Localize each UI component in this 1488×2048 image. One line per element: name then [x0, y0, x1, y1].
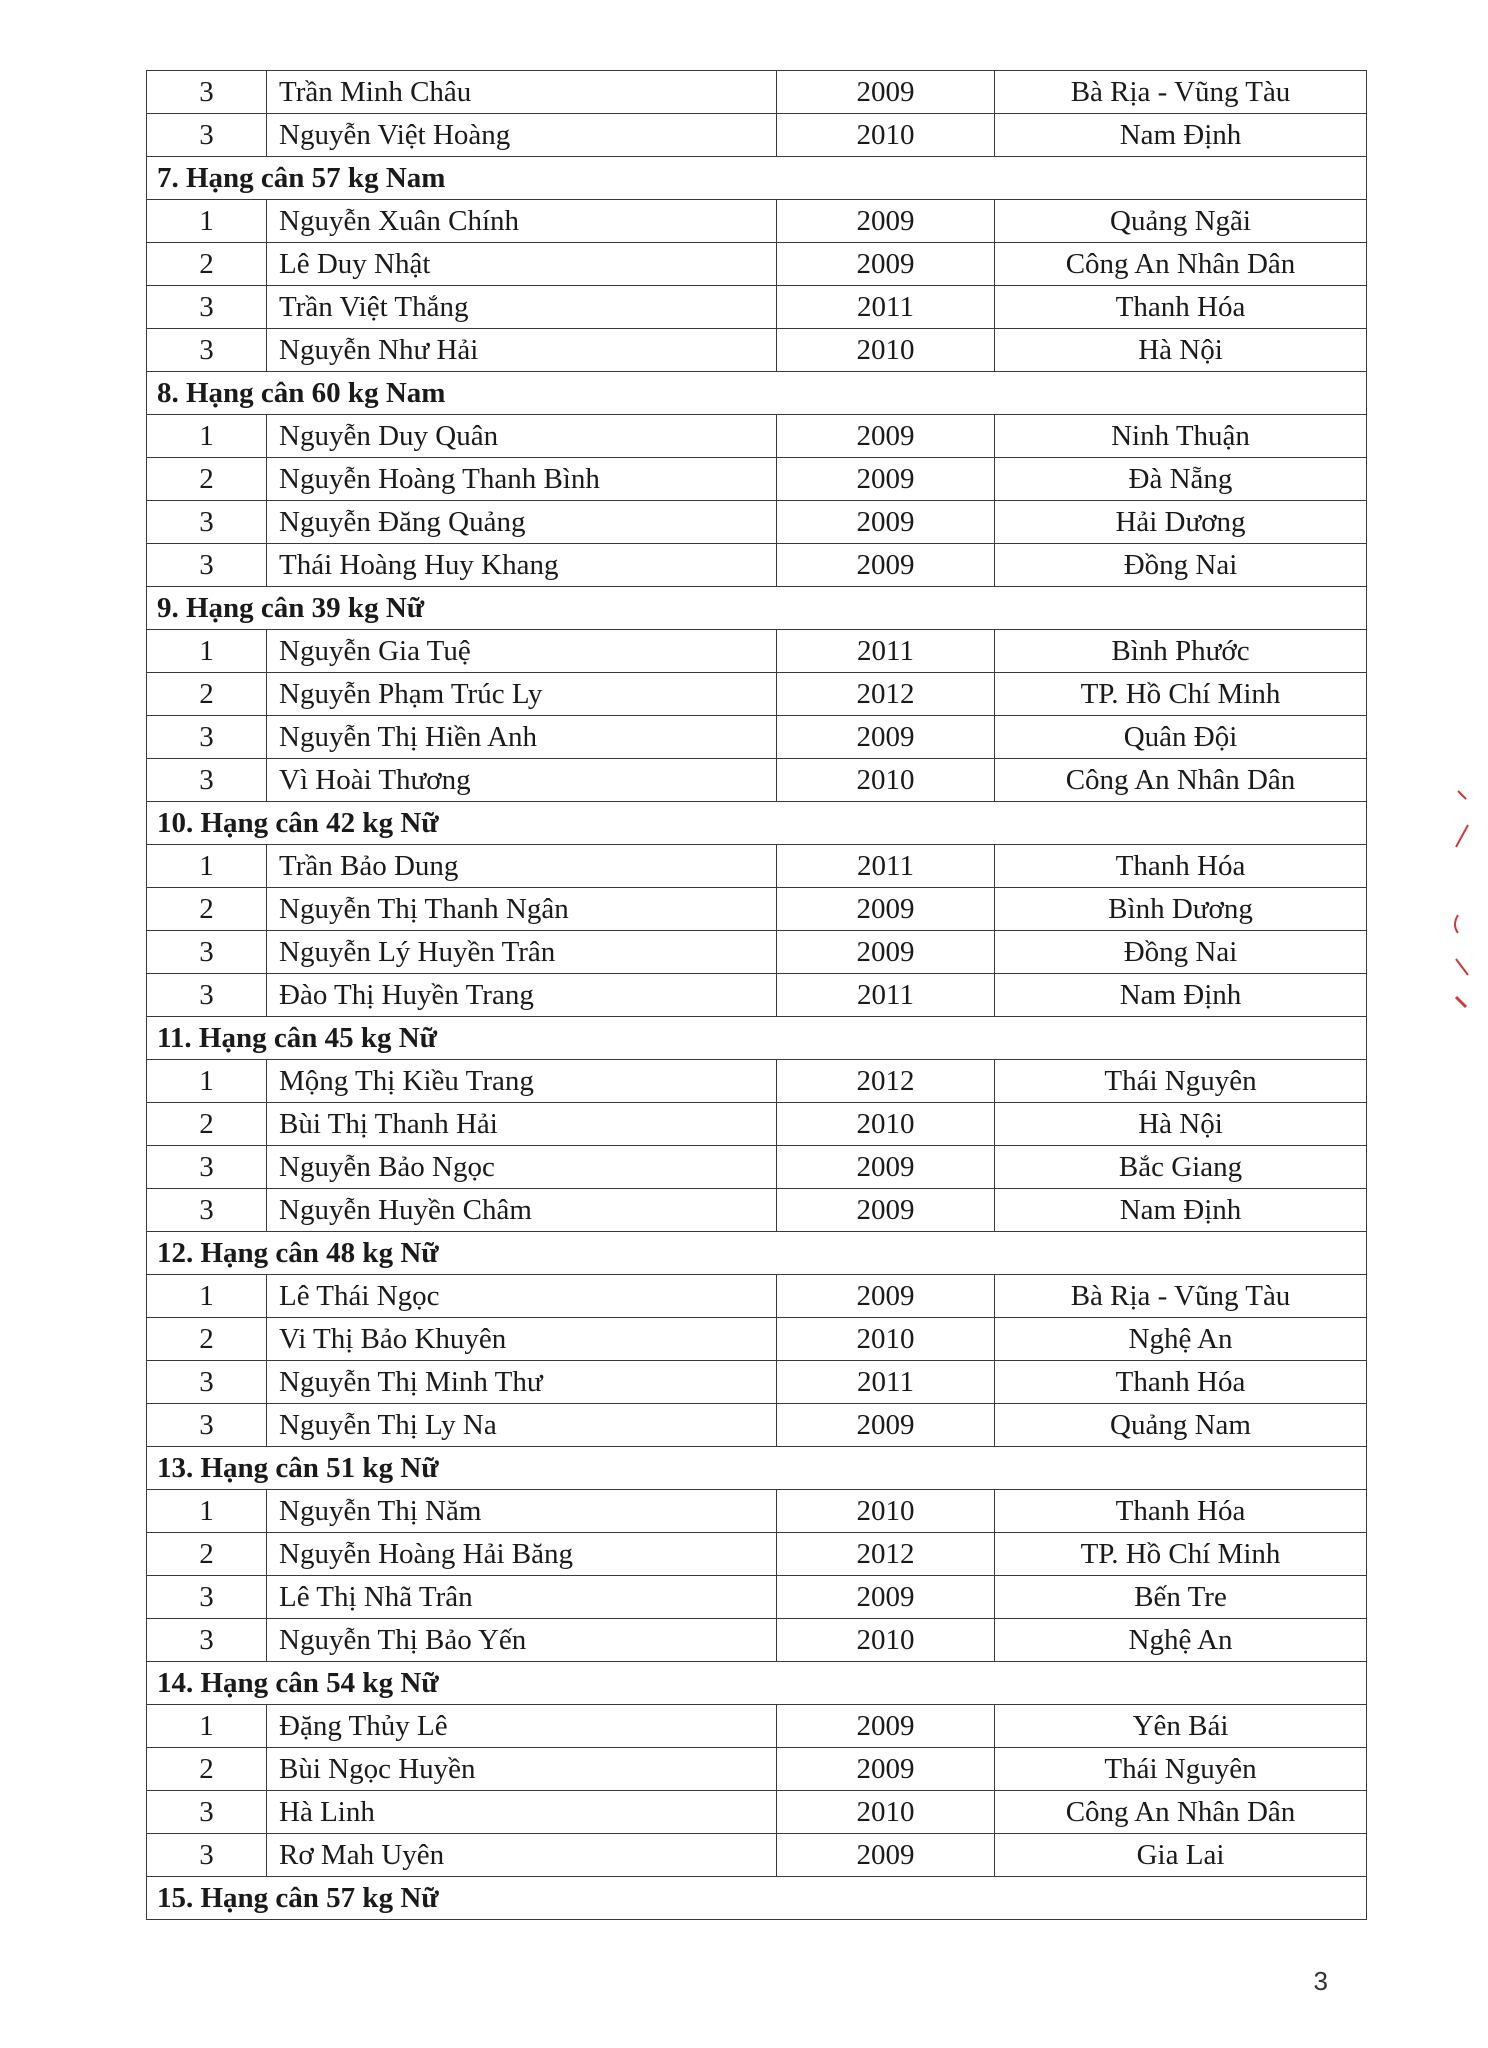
- category-row: [147, 802, 1367, 845]
- rank-cell: 3: [147, 759, 267, 802]
- table-row: [147, 1533, 1367, 1576]
- table-row: [147, 1103, 1367, 1146]
- table-row: [147, 888, 1367, 931]
- table-row: [147, 200, 1367, 243]
- unit-cell: Nam Định: [995, 974, 1367, 1017]
- unit-cell: Nam Định: [995, 1189, 1367, 1232]
- unit-cell: Bắc Giang: [995, 1146, 1367, 1189]
- birth-year-cell: 2009: [777, 1404, 995, 1447]
- category-row: [147, 157, 1367, 200]
- rank-cell: 3: [147, 1361, 267, 1404]
- birth-year-cell: 2009: [777, 1834, 995, 1877]
- name-cell: Nguyễn Lý Huyền Trân: [267, 931, 777, 974]
- name-cell: Bùi Ngọc Huyền: [267, 1748, 777, 1791]
- unit-cell: Quân Đội: [995, 716, 1367, 759]
- name-cell: Nguyễn Thị Hiền Anh: [267, 716, 777, 759]
- unit-cell: Nghệ An: [995, 1318, 1367, 1361]
- birth-year-cell: 2009: [777, 1748, 995, 1791]
- category-row: [147, 1662, 1367, 1705]
- birth-year-cell: 2010: [777, 114, 995, 157]
- unit-cell: Quảng Nam: [995, 1404, 1367, 1447]
- table-row: [147, 1576, 1367, 1619]
- unit-cell: Bà Rịa - Vũng Tàu: [995, 1275, 1367, 1318]
- birth-year-cell: 2010: [777, 329, 995, 372]
- unit-cell: Hải Dương: [995, 501, 1367, 544]
- rank-cell: 3: [147, 931, 267, 974]
- table-row: [147, 630, 1367, 673]
- category-title: 9. Hạng cân 39 kg Nữ: [147, 587, 1367, 630]
- table-row: [147, 501, 1367, 544]
- unit-cell: Bà Rịa - Vũng Tàu: [995, 71, 1367, 114]
- birth-year-cell: 2009: [777, 1576, 995, 1619]
- rank-cell: 2: [147, 673, 267, 716]
- rank-cell: 3: [147, 1791, 267, 1834]
- table-row: [147, 1834, 1367, 1877]
- unit-cell: Thanh Hóa: [995, 1490, 1367, 1533]
- rank-cell: 3: [147, 716, 267, 759]
- table-row: [147, 544, 1367, 587]
- birth-year-cell: 2009: [777, 458, 995, 501]
- rank-cell: 3: [147, 114, 267, 157]
- unit-cell: Hà Nội: [995, 1103, 1367, 1146]
- unit-cell: Bình Dương: [995, 888, 1367, 931]
- name-cell: Nguyễn Việt Hoàng: [267, 114, 777, 157]
- rank-cell: 2: [147, 243, 267, 286]
- results-table-body: [147, 71, 1367, 1920]
- table-row: [147, 1275, 1367, 1318]
- name-cell: Vi Thị Bảo Khuyên: [267, 1318, 777, 1361]
- margin-mark-4: [1456, 959, 1468, 975]
- unit-cell: Đồng Nai: [995, 931, 1367, 974]
- name-cell: Nguyễn Bảo Ngọc: [267, 1146, 777, 1189]
- table-row: [147, 974, 1367, 1017]
- rank-cell: 3: [147, 1576, 267, 1619]
- unit-cell: Hà Nội: [995, 329, 1367, 372]
- table-row: [147, 716, 1367, 759]
- birth-year-cell: 2010: [777, 1791, 995, 1834]
- rank-cell: 1: [147, 630, 267, 673]
- name-cell: Trần Bảo Dung: [267, 845, 777, 888]
- margin-mark-5: [1456, 997, 1466, 1007]
- birth-year-cell: 2010: [777, 1103, 995, 1146]
- rank-cell: 2: [147, 1533, 267, 1576]
- margin-marks: [1448, 785, 1478, 1025]
- unit-cell: Thanh Hóa: [995, 286, 1367, 329]
- rank-cell: 3: [147, 286, 267, 329]
- name-cell: Nguyễn Thị Năm: [267, 1490, 777, 1533]
- birth-year-cell: 2009: [777, 243, 995, 286]
- birth-year-cell: 2011: [777, 845, 995, 888]
- name-cell: Vì Hoài Thương: [267, 759, 777, 802]
- birth-year-cell: 2009: [777, 1705, 995, 1748]
- rank-cell: 3: [147, 544, 267, 587]
- rank-cell: 3: [147, 1404, 267, 1447]
- name-cell: Bùi Thị Thanh Hải: [267, 1103, 777, 1146]
- table-row: [147, 1748, 1367, 1791]
- rank-cell: 3: [147, 329, 267, 372]
- table-row: [147, 114, 1367, 157]
- rank-cell: 3: [147, 974, 267, 1017]
- birth-year-cell: 2012: [777, 1060, 995, 1103]
- unit-cell: Thanh Hóa: [995, 845, 1367, 888]
- category-row: [147, 1877, 1367, 1920]
- table-row: [147, 673, 1367, 716]
- rank-cell: 1: [147, 1705, 267, 1748]
- birth-year-cell: 2009: [777, 415, 995, 458]
- table-row: [147, 1705, 1367, 1748]
- category-row: [147, 1232, 1367, 1275]
- category-row: [147, 1447, 1367, 1490]
- birth-year-cell: 2009: [777, 544, 995, 587]
- name-cell: Nguyễn Thị Bảo Yến: [267, 1619, 777, 1662]
- table-row: [147, 458, 1367, 501]
- name-cell: Trần Việt Thắng: [267, 286, 777, 329]
- table-row: [147, 845, 1367, 888]
- rank-cell: 3: [147, 1146, 267, 1189]
- rank-cell: 2: [147, 1318, 267, 1361]
- table-row: [147, 1404, 1367, 1447]
- name-cell: Lê Thị Nhã Trân: [267, 1576, 777, 1619]
- rank-cell: 2: [147, 1748, 267, 1791]
- category-title: 7. Hạng cân 57 kg Nam: [147, 157, 1367, 200]
- birth-year-cell: 2010: [777, 1318, 995, 1361]
- category-row: [147, 587, 1367, 630]
- birth-year-cell: 2011: [777, 286, 995, 329]
- table-row: [147, 931, 1367, 974]
- name-cell: Hà Linh: [267, 1791, 777, 1834]
- unit-cell: Ninh Thuận: [995, 415, 1367, 458]
- unit-cell: TP. Hồ Chí Minh: [995, 673, 1367, 716]
- rank-cell: 1: [147, 845, 267, 888]
- birth-year-cell: 2009: [777, 501, 995, 544]
- birth-year-cell: 2012: [777, 1533, 995, 1576]
- unit-cell: Công An Nhân Dân: [995, 759, 1367, 802]
- results-table: [146, 70, 1367, 1920]
- birth-year-cell: 2009: [777, 200, 995, 243]
- table-row: [147, 1318, 1367, 1361]
- unit-cell: TP. Hồ Chí Minh: [995, 1533, 1367, 1576]
- birth-year-cell: 2009: [777, 716, 995, 759]
- unit-cell: Nam Định: [995, 114, 1367, 157]
- name-cell: Nguyễn Thị Minh Thư: [267, 1361, 777, 1404]
- name-cell: Thái Hoàng Huy Khang: [267, 544, 777, 587]
- unit-cell: Bến Tre: [995, 1576, 1367, 1619]
- table-row: [147, 329, 1367, 372]
- category-title: 10. Hạng cân 42 kg Nữ: [147, 802, 1367, 845]
- name-cell: Nguyễn Phạm Trúc Ly: [267, 673, 777, 716]
- name-cell: Nguyễn Gia Tuệ: [267, 630, 777, 673]
- name-cell: Nguyễn Hoàng Thanh Bình: [267, 458, 777, 501]
- birth-year-cell: 2009: [777, 1189, 995, 1232]
- birth-year-cell: 2012: [777, 673, 995, 716]
- margin-mark-3: [1455, 915, 1458, 933]
- category-title: 11. Hạng cân 45 kg Nữ: [147, 1017, 1367, 1060]
- category-title: 8. Hạng cân 60 kg Nam: [147, 372, 1367, 415]
- category-row: [147, 372, 1367, 415]
- category-title: 12. Hạng cân 48 kg Nữ: [147, 1232, 1367, 1275]
- rank-cell: 3: [147, 1834, 267, 1877]
- rank-cell: 1: [147, 1275, 267, 1318]
- birth-year-cell: 2009: [777, 1146, 995, 1189]
- unit-cell: Công An Nhân Dân: [995, 243, 1367, 286]
- rank-cell: 1: [147, 200, 267, 243]
- table-row: [147, 1060, 1367, 1103]
- category-title: 15. Hạng cân 57 kg Nữ: [147, 1877, 1367, 1920]
- birth-year-cell: 2009: [777, 888, 995, 931]
- table-row: [147, 1189, 1367, 1232]
- table-row: [147, 1361, 1367, 1404]
- table-row: [147, 1490, 1367, 1533]
- rank-cell: 2: [147, 458, 267, 501]
- rank-cell: 3: [147, 1619, 267, 1662]
- unit-cell: Bình Phước: [995, 630, 1367, 673]
- birth-year-cell: 2011: [777, 630, 995, 673]
- table-row: [147, 71, 1367, 114]
- birth-year-cell: 2010: [777, 1619, 995, 1662]
- unit-cell: Nghệ An: [995, 1619, 1367, 1662]
- name-cell: Nguyễn Thị Ly Na: [267, 1404, 777, 1447]
- unit-cell: Thái Nguyên: [995, 1060, 1367, 1103]
- rank-cell: 1: [147, 1060, 267, 1103]
- table-row: [147, 1791, 1367, 1834]
- margin-mark-1: [1458, 791, 1466, 799]
- name-cell: Nguyễn Đăng Quảng: [267, 501, 777, 544]
- unit-cell: Yên Bái: [995, 1705, 1367, 1748]
- table-row: [147, 1146, 1367, 1189]
- category-title: 14. Hạng cân 54 kg Nữ: [147, 1662, 1367, 1705]
- rank-cell: 2: [147, 1103, 267, 1146]
- name-cell: Nguyễn Thị Thanh Ngân: [267, 888, 777, 931]
- name-cell: Trần Minh Châu: [267, 71, 777, 114]
- name-cell: Nguyễn Huyền Châm: [267, 1189, 777, 1232]
- unit-cell: Thái Nguyên: [995, 1748, 1367, 1791]
- birth-year-cell: 2009: [777, 1275, 995, 1318]
- unit-cell: Đà Nẵng: [995, 458, 1367, 501]
- rank-cell: 2: [147, 888, 267, 931]
- unit-cell: Thanh Hóa: [995, 1361, 1367, 1404]
- table-row: [147, 415, 1367, 458]
- rank-cell: 3: [147, 71, 267, 114]
- rank-cell: 3: [147, 1189, 267, 1232]
- name-cell: Nguyễn Duy Quân: [267, 415, 777, 458]
- table-row: [147, 286, 1367, 329]
- name-cell: Đặng Thủy Lê: [267, 1705, 777, 1748]
- birth-year-cell: 2009: [777, 931, 995, 974]
- rank-cell: 1: [147, 1490, 267, 1533]
- birth-year-cell: 2011: [777, 974, 995, 1017]
- rank-cell: 3: [147, 501, 267, 544]
- name-cell: Rơ Mah Uyên: [267, 1834, 777, 1877]
- unit-cell: Đồng Nai: [995, 544, 1367, 587]
- name-cell: Lê Thái Ngọc: [267, 1275, 777, 1318]
- name-cell: Nguyễn Như Hải: [267, 329, 777, 372]
- table-row: [147, 243, 1367, 286]
- name-cell: Lê Duy Nhật: [267, 243, 777, 286]
- name-cell: Nguyễn Hoàng Hải Băng: [267, 1533, 777, 1576]
- birth-year-cell: 2009: [777, 71, 995, 114]
- rank-cell: 1: [147, 415, 267, 458]
- category-row: [147, 1017, 1367, 1060]
- unit-cell: Gia Lai: [995, 1834, 1367, 1877]
- page-number: 3: [1313, 1966, 1328, 1996]
- table-row: [147, 759, 1367, 802]
- margin-mark-2: [1456, 825, 1468, 847]
- unit-cell: Quảng Ngãi: [995, 200, 1367, 243]
- table-row: [147, 1619, 1367, 1662]
- unit-cell: Công An Nhân Dân: [995, 1791, 1367, 1834]
- name-cell: Nguyễn Xuân Chính: [267, 200, 777, 243]
- birth-year-cell: 2011: [777, 1361, 995, 1404]
- name-cell: Mộng Thị Kiều Trang: [267, 1060, 777, 1103]
- birth-year-cell: 2010: [777, 1490, 995, 1533]
- name-cell: Đào Thị Huyền Trang: [267, 974, 777, 1017]
- category-title: 13. Hạng cân 51 kg Nữ: [147, 1447, 1367, 1490]
- birth-year-cell: 2010: [777, 759, 995, 802]
